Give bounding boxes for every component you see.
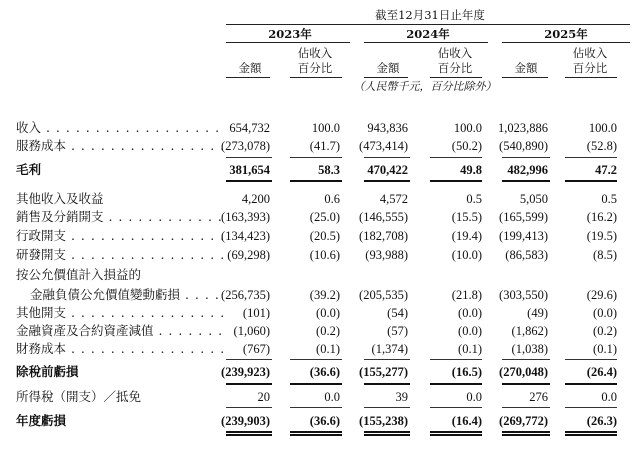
table-cell: (25.0) xyxy=(309,210,340,224)
table-cell: 4,200 xyxy=(241,192,270,206)
table-cell: (256,735) xyxy=(221,288,270,302)
table-cell: (19.4) xyxy=(451,229,482,243)
column-rule xyxy=(502,383,550,385)
column-rule xyxy=(430,383,482,385)
column-rule xyxy=(502,157,550,158)
column-rule xyxy=(565,157,617,158)
row-label: 研發開支 . . . xyxy=(16,248,225,262)
column-rule xyxy=(502,431,550,433)
column-rule xyxy=(502,434,550,436)
table-cell: (16.5) xyxy=(451,365,482,379)
header-rule-top xyxy=(226,24,630,25)
table-cell: (767) xyxy=(242,342,270,356)
column-rule xyxy=(364,180,410,182)
row-label: 所得稅（開支）／抵免 xyxy=(16,390,142,404)
column-rule xyxy=(502,407,550,408)
column-rule xyxy=(502,180,550,182)
column-rule xyxy=(290,157,342,158)
column-rule xyxy=(226,180,272,182)
year-rule-2024 xyxy=(364,42,488,43)
table-cell: (1,038) xyxy=(511,342,548,356)
table-cell: (26.4) xyxy=(586,365,617,379)
table-cell: (52.8) xyxy=(586,139,617,153)
col-pct-2024-l1: 佔收入 xyxy=(437,46,473,60)
table-cell: (163,393) xyxy=(221,210,270,224)
row-label: 服務成本 . . . xyxy=(16,139,225,153)
table-cell: (21.8) xyxy=(451,288,482,302)
table-cell: (134,423) xyxy=(221,229,270,243)
table-cell: (15.5) xyxy=(451,210,482,224)
year-2025: 2025年 xyxy=(544,27,588,41)
table-cell: 381,654 xyxy=(229,163,270,177)
column-rule xyxy=(430,407,482,408)
table-cell: (49) xyxy=(527,306,548,320)
column-rule xyxy=(226,431,272,433)
table-cell: (20.5) xyxy=(309,229,340,243)
table-cell: 1,023,886 xyxy=(498,121,548,135)
col-pct-2023-l1: 佔收入 xyxy=(297,46,333,60)
row-label: 毛利 xyxy=(16,163,42,177)
table-cell: (155,238) xyxy=(359,414,408,428)
col-amount-2023: 金額 xyxy=(238,61,262,75)
table-cell: (303,550) xyxy=(499,288,548,302)
table-cell: (57) xyxy=(387,324,408,338)
table-cell: (239,903) xyxy=(221,414,270,428)
column-rule xyxy=(226,434,272,436)
column-rule xyxy=(290,383,342,385)
table-cell: 100.0 xyxy=(588,121,617,135)
table-cell: (0.1) xyxy=(593,342,617,356)
table-cell: 47.2 xyxy=(595,163,617,177)
table-cell: (540,890) xyxy=(499,139,548,153)
column-rule xyxy=(364,157,410,158)
column-rule xyxy=(226,383,272,385)
row-label: 其他開支 . . . xyxy=(16,306,225,320)
column-rule xyxy=(290,180,342,182)
table-cell: (36.6) xyxy=(309,414,340,428)
column-rule xyxy=(364,359,410,360)
table-cell: (86,583) xyxy=(505,248,548,262)
table-cell: (270,048) xyxy=(499,365,548,379)
column-rule xyxy=(290,359,342,360)
column-rule xyxy=(290,431,342,433)
row-label: 財務成本 . . . xyxy=(16,342,225,356)
table-cell: 654,732 xyxy=(229,121,270,135)
column-rule xyxy=(565,434,617,436)
table-cell: (29.6) xyxy=(586,288,617,302)
column-rule xyxy=(364,431,410,433)
table-cell: 100.0 xyxy=(453,121,482,135)
unit-note: （人民幣千元，百分比除外） xyxy=(353,80,497,93)
table-cell: (69,298) xyxy=(227,248,270,262)
row-label: 除稅前虧損 xyxy=(16,365,79,379)
column-rule xyxy=(430,180,482,182)
column-rule xyxy=(226,407,272,408)
year-rule-2023 xyxy=(226,42,350,43)
column-rule xyxy=(430,431,482,433)
row-label: 行政開支 . . . xyxy=(16,229,225,243)
year-rule-2025 xyxy=(502,42,630,43)
table-cell: 0.0 xyxy=(466,390,482,404)
table-cell: (273,078) xyxy=(221,139,270,153)
subheader-rule-f xyxy=(565,77,617,78)
table-cell: 49.8 xyxy=(460,163,482,177)
table-cell: (0.0) xyxy=(316,306,340,320)
table-cell: 470,422 xyxy=(367,163,408,177)
table-cell: (19.5) xyxy=(586,229,617,243)
table-cell: (269,772) xyxy=(499,414,548,428)
table-cell: 0.5 xyxy=(601,192,617,206)
table-cell: (101) xyxy=(242,306,270,320)
table-cell: 276 xyxy=(529,390,548,404)
table-cell: (1,862) xyxy=(511,324,548,338)
column-rule xyxy=(565,180,617,182)
row-label: 按公允價值計入損益的 xyxy=(16,268,142,282)
column-rule xyxy=(364,383,410,385)
table-cell: 0.5 xyxy=(466,192,482,206)
row-label: 其他收入及收益 xyxy=(16,192,104,206)
table-cell: (473,414) xyxy=(359,139,408,153)
table-cell: (0.1) xyxy=(316,342,340,356)
table-cell: (1,374) xyxy=(371,342,408,356)
table-cell: (16.2) xyxy=(586,210,617,224)
table-cell: 482,996 xyxy=(507,163,548,177)
table-cell: 100.0 xyxy=(311,121,340,135)
table-cell: (41.7) xyxy=(309,139,340,153)
subheader-rule-e xyxy=(502,77,548,78)
subheader-rule-c xyxy=(364,77,408,78)
row-label: 金融負債公允價值變動虧損 . . . xyxy=(30,288,225,302)
table-cell: (0.0) xyxy=(458,306,482,320)
column-rule xyxy=(364,434,410,436)
table-cell: 5,050 xyxy=(519,192,548,206)
column-rule xyxy=(364,407,410,408)
table-cell: (205,535) xyxy=(359,288,408,302)
column-rule xyxy=(290,407,342,408)
table-cell: 20 xyxy=(257,390,270,404)
table-cell: (0.0) xyxy=(458,324,482,338)
table-cell: (10.6) xyxy=(309,248,340,262)
col-pct-2025-l1: 佔收入 xyxy=(572,46,608,60)
col-amount-2024: 金額 xyxy=(376,61,400,75)
subheader-rule-a xyxy=(226,77,270,78)
table-cell: (199,413) xyxy=(499,229,548,243)
column-rule xyxy=(502,359,550,360)
column-rule xyxy=(565,359,617,360)
column-rule xyxy=(565,383,617,385)
table-cell: (182,708) xyxy=(359,229,408,243)
col-pct-2025-l2: 百分比 xyxy=(572,61,608,75)
column-rule xyxy=(226,157,272,158)
table-cell: 0.0 xyxy=(601,390,617,404)
table-cell: (0.2) xyxy=(593,324,617,338)
table-cell: (50.2) xyxy=(451,139,482,153)
table-cell: (10.0) xyxy=(451,248,482,262)
table-cell: (36.6) xyxy=(309,365,340,379)
row-label: 年度虧損 xyxy=(16,414,67,428)
table-cell: (8.5) xyxy=(593,248,617,262)
table-cell: 943,836 xyxy=(367,121,408,135)
table-cell: (0.2) xyxy=(316,324,340,338)
table-cell: 58.3 xyxy=(318,163,340,177)
column-rule xyxy=(430,157,482,158)
table-cell: (0.0) xyxy=(593,306,617,320)
table-cell: (39.2) xyxy=(309,288,340,302)
row-label: 金融資產及合約資產減值 . . . xyxy=(16,324,225,338)
row-label: 收入 . . . xyxy=(16,121,225,135)
table-cell: (16.4) xyxy=(451,414,482,428)
table-cell: 0.0 xyxy=(324,390,340,404)
year-2023: 2023年 xyxy=(268,27,312,41)
table-cell: 4,572 xyxy=(379,192,408,206)
table-cell: (155,277) xyxy=(359,365,408,379)
subheader-rule-b xyxy=(290,77,342,78)
row-label: 銷售及分銷開支 . . . xyxy=(16,210,225,224)
col-pct-2024-l2: 百分比 xyxy=(437,61,473,75)
column-rule xyxy=(430,359,482,360)
column-rule xyxy=(565,407,617,408)
col-amount-2025: 金額 xyxy=(514,61,538,75)
table-cell: (93,988) xyxy=(365,248,408,262)
subheader-rule-d xyxy=(430,77,482,78)
column-rule xyxy=(226,359,272,360)
period-title: 截至12月31日止年度 xyxy=(375,8,485,22)
table-cell: (239,923) xyxy=(221,365,270,379)
table-cell: (1,060) xyxy=(233,324,270,338)
column-rule xyxy=(290,434,342,436)
column-rule xyxy=(565,431,617,433)
table-cell: (165,599) xyxy=(499,210,548,224)
table-cell: 0.6 xyxy=(324,192,340,206)
row-label-wrap xyxy=(0,268,225,283)
table-cell: 39 xyxy=(395,390,408,404)
table-cell: (146,555) xyxy=(359,210,408,224)
table-cell: (54) xyxy=(387,306,408,320)
table-cell: (0.1) xyxy=(458,342,482,356)
year-2024: 2024年 xyxy=(406,27,450,41)
col-pct-2023-l2: 百分比 xyxy=(297,61,333,75)
table-cell: (26.3) xyxy=(586,414,617,428)
column-rule xyxy=(430,434,482,436)
